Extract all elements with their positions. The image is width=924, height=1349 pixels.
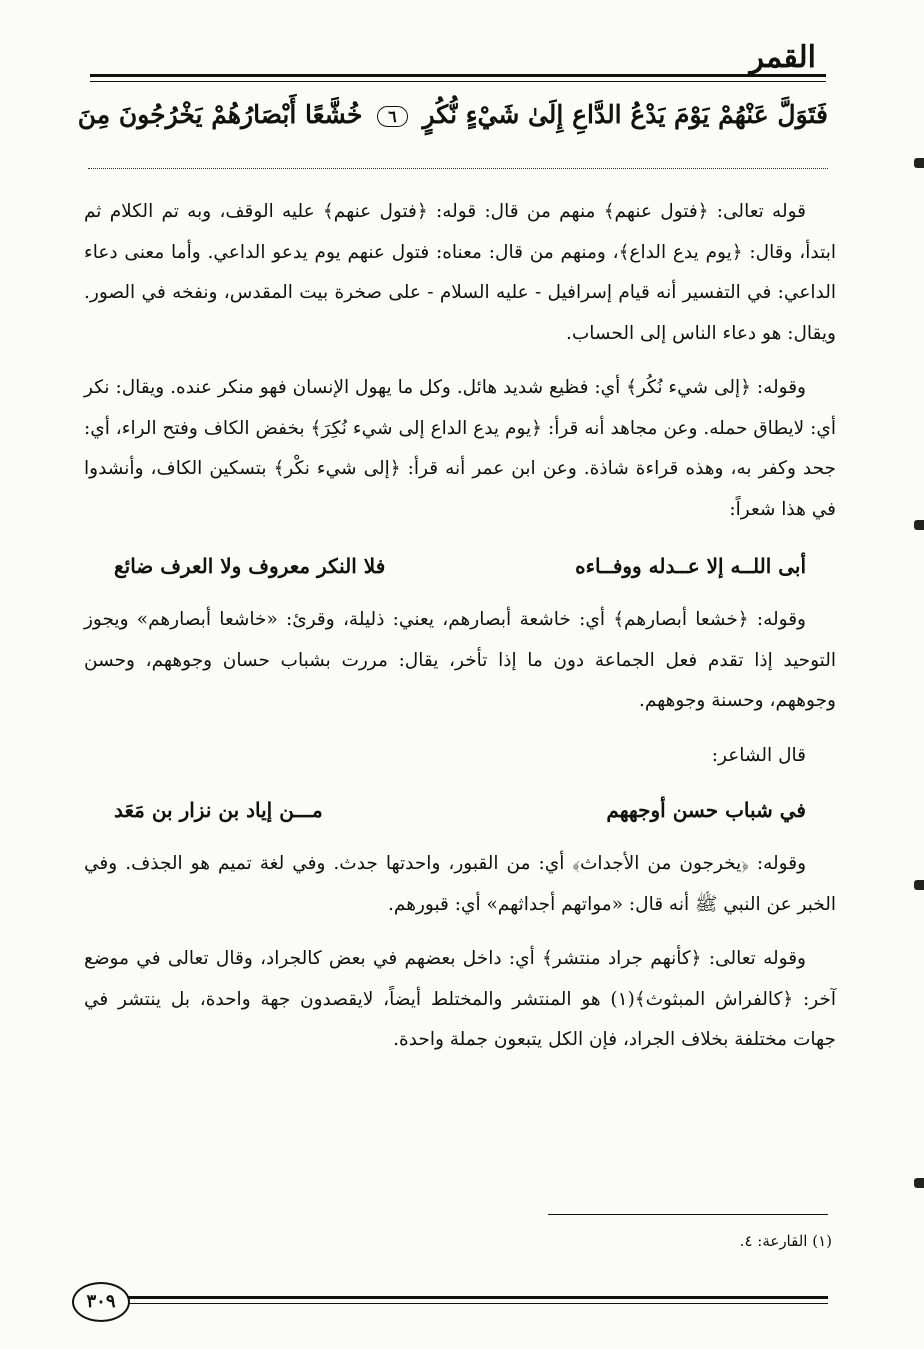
header-rule-thick: [90, 74, 826, 77]
poem-verse: [84, 788, 836, 844]
poem-hemistich-second: مـــن إياد بن نزار بن مَعَد: [114, 798, 323, 822]
paragraph: وقوله تعالى: ﴿كأنهم جراد منتشر﴾ أي: داخل بعضهم في بعض كالجراد، وقال تعالى في موضع آخر: ﴿كالفراش المبثوث﴾(١) هو المنتشر والمختلط أيضاً، لايقصدون جهة واحدة، بل ينتشر في جهات مختلفة بخلاف الجراد، فإن الكل يتبعون جملة واحدة.: [84, 948, 837, 1050]
poem-hemistich-first: في شباب حسن أوجههم: [606, 798, 806, 822]
poem-hemistich-second: فلا النكر معروف ولا العرف ضائع: [114, 554, 386, 578]
commentary-body: [84, 192, 836, 1075]
page-number: ٣٠٩: [72, 1282, 130, 1322]
paragraph: وقوله: ﴿إلى شيء نُكُر﴾ أي: فظيع شديد هائل. وكل ما يهول الإنسان فهو منكر عنده. ويقال: نكر أي: لايطاق حمله. وعن مجاهد أنه قرأ: ﴿يوم يدع الداع إلى شيء نُكِرَ﴾ بخفض الكاف وفتح الراء، أي: جحد وكفر به، وهذه قراءة شاذة. وعن ابن عمر أنه قرأ: ﴿إلى شيء نكْر﴾ بتسكين الكاف، وأنشدوا في هذا شعراً:: [84, 377, 836, 520]
footer-rule-thin: [120, 1303, 828, 1304]
quran-verse: [77, 100, 828, 129]
paragraph: وقوله: ﴿خشعا أبصارهم﴾ أي: خاشعة أبصارهم، يعني: ذليلة، وقرئ: «خاشعا أبصارهم» ويجوز التوحيد إذا تقدم فعل الجماعة دون ما إذا تأخر، يقال: مررت بشباب حسان وجوههم، وحسن وجوههم، وحسنة وجوههم.: [84, 609, 836, 711]
surah-title: القمر: [749, 40, 816, 75]
edge-mark: [914, 158, 924, 168]
ayah-number-marker: ٦: [377, 106, 408, 127]
paragraph: قوله تعالى: ﴿فتول عنهم﴾ منهم من قال: قوله: ﴿فتول عنهم﴾ عليه الوقف، وبه تم الكلام ثم ابتدأ، وقال: ﴿يوم يدع الداع﴾، ومنهم من قال: معناه: فتول عنهم يوم يدعو الداعي. وأما معنى دعاء الداعي: في التفسير أنه قيام إسرافيل - عليه السلام - على صخرة بيت المقدس، ونفخه في الصور. ويقال: هو دعاء الناس إلى الحساب.: [84, 201, 836, 344]
paragraph: وقوله: ﴿يخرجون من الأجداث﴾ أي: من القبور، واحدتها جدث. وفي لغة تميم هو الجذف. وفي الخبر عن النبي ﷺ أنه قال: «مواتهم أجداثهم» أي: قبورهم.: [84, 853, 836, 915]
verse-part-1: فَتَوَلَّ عَنْهُمْ يَوْمَ يَدْعُ الدَّاعِ إِلَىٰ شَيْءٍ نُّكُرٍ: [422, 100, 828, 129]
poem-hemistich-first: أبى اللــه إلا عــدله ووفــاءه: [575, 554, 806, 578]
edge-mark: [914, 1178, 924, 1188]
poem-verse: [84, 544, 836, 600]
edge-mark: [914, 520, 924, 530]
footnote: (١) القارعة: ٤.: [739, 1232, 832, 1250]
footnote-separator: [548, 1214, 828, 1215]
footer-rule-thick: [120, 1296, 828, 1299]
verse-divider: [88, 168, 828, 169]
header-rule-thin: [90, 81, 826, 82]
verse-part-2: خُشَّعًا أَبْصَارُهُمْ يَخْرُجُونَ مِنَ: [77, 100, 363, 129]
poet-intro: قال الشاعر:: [711, 744, 806, 766]
edge-mark: [914, 880, 924, 890]
